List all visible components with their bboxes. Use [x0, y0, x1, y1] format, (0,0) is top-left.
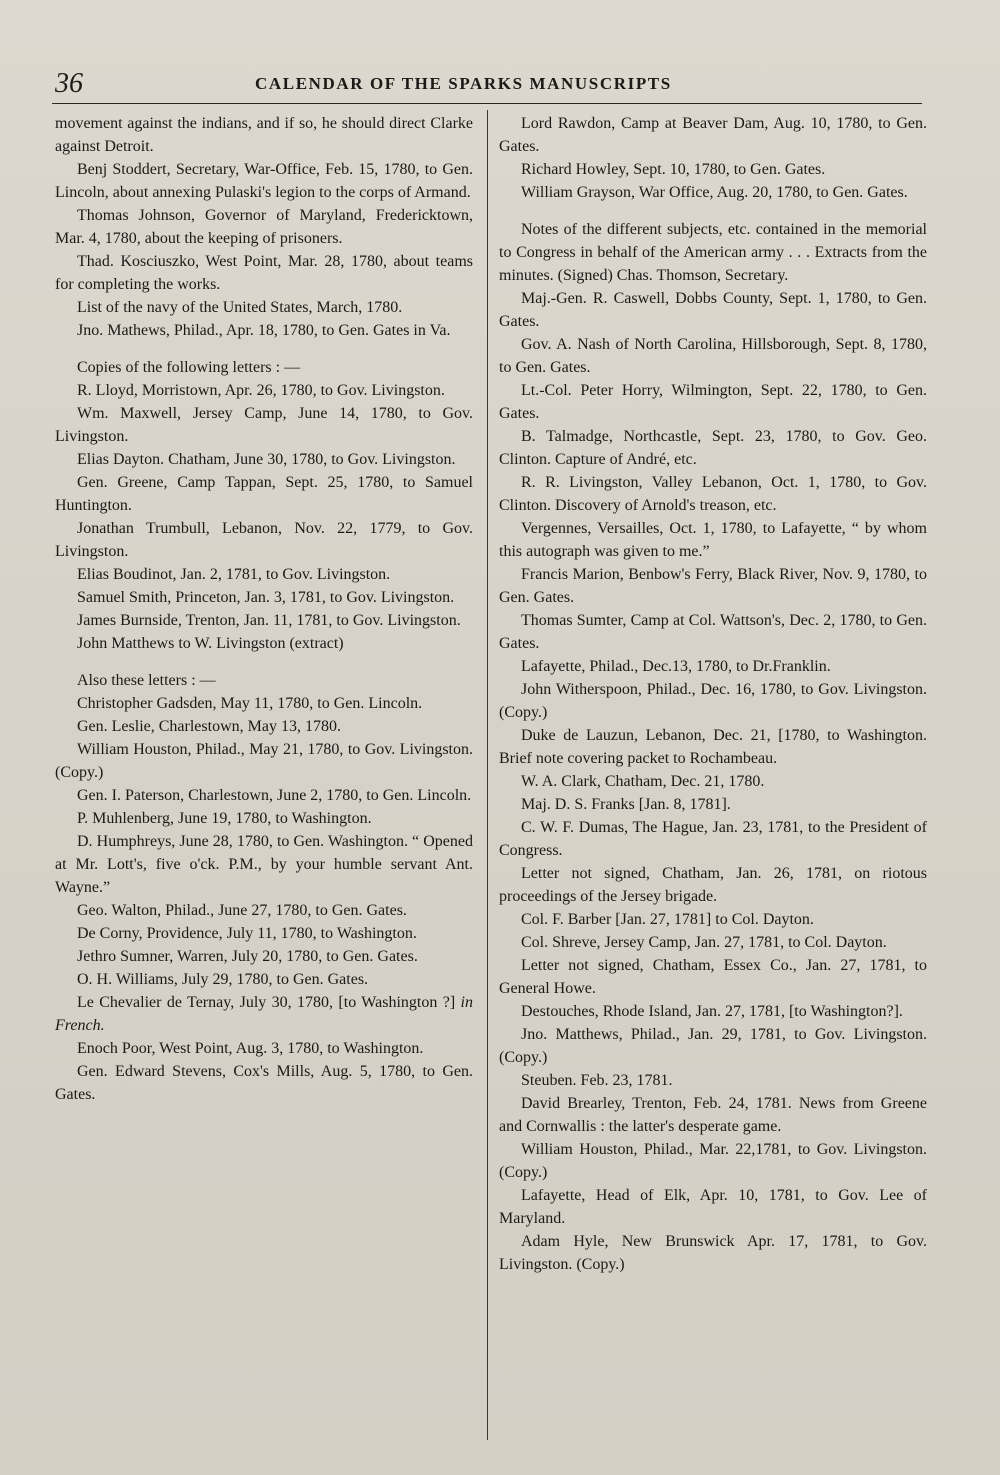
entry-text: Adam Hyle, New Brunswick Apr. 17, 1781, to Gov. Livingston. (Copy.)	[499, 1233, 927, 1273]
calendar-entry	[499, 931, 927, 954]
calendar-entry	[499, 908, 927, 931]
calendar-entry	[55, 586, 473, 609]
calendar-entry	[55, 692, 473, 715]
entry-text: Jno. Matthews, Philad., Jan. 29, 1781, to Gov. Livingston. (Copy.)	[499, 1026, 927, 1066]
entry-text: R. R. Livingston, Valley Lebanon, Oct. 1, 1780, to Gov. Clinton. Discovery of Arnold's treason, etc.	[499, 474, 927, 514]
calendar-entry	[499, 724, 927, 770]
calendar-entry	[499, 517, 927, 563]
left-column	[55, 112, 473, 1106]
calendar-entry	[499, 862, 927, 908]
calendar-entry	[55, 669, 473, 692]
entry-text: William Houston, Philad., Mar. 22,1781, to Gov. Livingston. (Copy.)	[499, 1141, 927, 1181]
calendar-entry	[55, 158, 473, 204]
calendar-entry	[55, 807, 473, 830]
entry-text: Gen. Leslie, Charlestown, May 13, 1780.	[77, 718, 341, 735]
entry-text: R. Lloyd, Morristown, Apr. 26, 1780, to Gov. Livingston.	[77, 382, 445, 399]
entry-text: Steuben. Feb. 23, 1781.	[521, 1072, 673, 1089]
entry-text: John Witherspoon, Philad., Dec. 16, 1780, to Gov. Livingston. (Copy.)	[499, 681, 927, 721]
entry-text: Geo. Walton, Philad., June 27, 1780, to Gen. Gates.	[77, 902, 407, 919]
calendar-entry	[499, 655, 927, 678]
calendar-entry	[55, 379, 473, 402]
calendar-entry	[499, 678, 927, 724]
calendar-entry	[499, 158, 927, 181]
calendar-entry	[499, 333, 927, 379]
calendar-entry	[55, 250, 473, 296]
entry-text: List of the navy of the United States, March, 1780.	[77, 299, 403, 316]
calendar-entry	[499, 954, 927, 1000]
entry-text: D. Humphreys, June 28, 1780, to Gen. Washington. “ Opened at Mr. Lott's, five o'ck. P.M., by your humble servant Ant. Wayne.”	[55, 833, 473, 896]
entry-text: Lt.-Col. Peter Horry, Wilmington, Sept. 22, 1780, to Gen. Gates.	[499, 382, 927, 422]
entry-text: Richard Howley, Sept. 10, 1780, to Gen. Gates.	[521, 161, 826, 178]
calendar-entry	[499, 1092, 927, 1138]
calendar-entry	[499, 1023, 927, 1069]
calendar-entry	[55, 738, 473, 784]
calendar-entry	[499, 379, 927, 425]
calendar-entry	[499, 609, 927, 655]
entry-text: Elias Boudinot, Jan. 2, 1781, to Gov. Livingston.	[77, 566, 391, 583]
calendar-entry	[55, 296, 473, 319]
entry-text: Maj. D. S. Franks [Jan. 8, 1781].	[521, 796, 731, 813]
entry-text: William Houston, Philad., May 21, 1780, to Gov. Livingston. (Copy.)	[55, 741, 473, 781]
entry-text: Gen. Greene, Camp Tappan, Sept. 25, 1780, to Samuel Huntington.	[55, 474, 473, 514]
entry-text: C. W. F. Dumas, The Hague, Jan. 23, 1781, to the President of Congress.	[499, 819, 927, 859]
entry-text: Enoch Poor, West Point, Aug. 3, 1780, to Washington.	[77, 1040, 424, 1057]
entry-text: Copies of the following letters : —	[77, 359, 301, 376]
entry-text: Elias Dayton. Chatham, June 30, 1780, to Gov. Livingston.	[77, 451, 456, 468]
entry-text: John Matthews to W. Livingston (extract)	[77, 635, 344, 652]
entry-text: B. Talmadge, Northcastle, Sept. 23, 1780, to Gov. Geo. Clinton. Capture of André, etc.	[499, 428, 927, 468]
entry-text: Letter not signed, Chatham, Essex Co., Jan. 27, 1781, to General Howe.	[499, 957, 927, 997]
calendar-entry	[499, 816, 927, 862]
entry-text: Destouches, Rhode Island, Jan. 27, 1781, [to Washington?].	[521, 1003, 903, 1020]
right-column	[499, 112, 927, 1276]
header-rule	[52, 103, 922, 104]
calendar-entry	[499, 1230, 927, 1276]
entry-text: Vergennes, Versailles, Oct. 1, 1780, to Lafayette, “ by whom this autograph was given to me.”	[499, 520, 927, 560]
entry-text: De Corny, Providence, July 11, 1780, to Washington.	[77, 925, 417, 942]
calendar-entry	[55, 356, 473, 379]
entry-text: O. H. Williams, July 29, 1780, to Gen. Gates.	[77, 971, 369, 988]
entry-text: W. A. Clark, Chatham, Dec. 21, 1780.	[521, 773, 765, 790]
calendar-entry	[55, 968, 473, 991]
calendar-entry	[499, 1000, 927, 1023]
calendar-entry	[55, 402, 473, 448]
calendar-entry	[55, 784, 473, 807]
entry-text: Jonathan Trumbull, Lebanon, Nov. 22, 1779, to Gov. Livingston.	[55, 520, 473, 560]
entry-text: Christopher Gadsden, May 11, 1780, to Gen. Lincoln.	[77, 695, 423, 712]
calendar-entry	[55, 319, 473, 342]
entry-text: Samuel Smith, Princeton, Jan. 3, 1781, to Gov. Livingston.	[77, 589, 455, 606]
entry-text: Gen. Edward Stevens, Cox's Mills, Aug. 5, 1780, to Gen. Gates.	[55, 1063, 473, 1103]
entry-italic-note: in French.	[55, 994, 474, 1034]
calendar-entry	[55, 112, 473, 158]
calendar-entry	[499, 425, 927, 471]
calendar-entry	[499, 563, 927, 609]
entry-text: Francis Marion, Benbow's Ferry, Black River, Nov. 9, 1780, to Gen. Gates.	[499, 566, 927, 606]
calendar-entry	[499, 1069, 927, 1092]
calendar-entry	[499, 1184, 927, 1230]
entry-text: Col. F. Barber [Jan. 27, 1781] to Col. Dayton.	[521, 911, 814, 928]
calendar-entry	[55, 715, 473, 738]
calendar-entry	[55, 632, 473, 655]
calendar-entry	[55, 517, 473, 563]
calendar-entry	[499, 471, 927, 517]
entry-text: Duke de Lauzun, Lebanon, Dec. 21, [1780, to Washington. Brief note covering packet to Rochambeau.	[499, 727, 927, 767]
calendar-entry	[55, 1037, 473, 1060]
calendar-entry	[499, 793, 927, 816]
entry-text: Wm. Maxwell, Jersey Camp, June 14, 1780, to Gov. Livingston.	[55, 405, 473, 445]
calendar-entry	[499, 181, 927, 204]
entry-text: Gen. I. Paterson, Charlestown, June 2, 1780, to Gen. Lincoln.	[77, 787, 472, 804]
running-head: CALENDAR OF THE SPARKS MANUSCRIPTS	[255, 74, 672, 93]
entry-text: Col. Shreve, Jersey Camp, Jan. 27, 1781, to Col. Dayton.	[521, 934, 887, 951]
entry-text: Thomas Sumter, Camp at Col. Wattson's, Dec. 2, 1780, to Gen. Gates.	[499, 612, 927, 652]
page-number: 36	[55, 68, 83, 99]
entry-text: Lafayette, Head of Elk, Apr. 10, 1781, to Gov. Lee of Maryland.	[499, 1187, 927, 1227]
entry-text: Notes of the different subjects, etc. contained in the memorial to Congress in behalf of the American army . . . Extracts from the minutes. (Signed) Chas. Thomson, Secretary.	[499, 221, 927, 284]
entry-text: Le Chevalier de Ternay, July 30, 1780, [to Washington ?]	[77, 994, 456, 1011]
entry-text: Jno. Mathews, Philad., Apr. 18, 1780, to Gen. Gates in Va.	[77, 322, 451, 339]
calendar-entry	[499, 770, 927, 793]
calendar-entry	[499, 112, 927, 158]
calendar-entry	[499, 287, 927, 333]
entry-text: Gov. A. Nash of North Carolina, Hillsborough, Sept. 8, 1780, to Gen. Gates.	[499, 336, 927, 376]
calendar-entry	[55, 563, 473, 586]
page-header	[55, 68, 925, 102]
entry-text: Thomas Johnson, Governor of Maryland, Fredericktown, Mar. 4, 1780, about the keeping of prisoners.	[55, 207, 473, 247]
calendar-entry	[55, 448, 473, 471]
column-divider	[487, 110, 488, 1440]
entry-text: movement against the indians, and if so, he should direct Clarke against Detroit.	[55, 115, 473, 155]
calendar-entry	[55, 204, 473, 250]
entry-text: Benj Stoddert, Secretary, War-Office, Feb. 15, 1780, to Gen. Lincoln, about annexing Pulaski's legion to the corps of Armand.	[55, 161, 473, 201]
entry-text: William Grayson, War Office, Aug. 20, 1780, to Gen. Gates.	[521, 184, 908, 201]
entry-text: P. Muhlenberg, June 19, 1780, to Washington.	[77, 810, 372, 827]
entry-text: Thad. Kosciuszko, West Point, Mar. 28, 1780, about teams for completing the works.	[55, 253, 473, 293]
calendar-entry	[55, 1060, 473, 1106]
entry-text: Maj.-Gen. R. Caswell, Dobbs County, Sept. 1, 1780, to Gen. Gates.	[499, 290, 927, 330]
calendar-entry	[55, 609, 473, 632]
calendar-entry	[55, 471, 473, 517]
calendar-entry	[55, 991, 473, 1037]
calendar-entry	[499, 1138, 927, 1184]
entry-text: Letter not signed, Chatham, Jan. 26, 1781, on riotous proceedings of the Jersey brigade.	[499, 865, 927, 905]
entry-text: Lord Rawdon, Camp at Beaver Dam, Aug. 10, 1780, to Gen. Gates.	[499, 115, 927, 155]
entry-text: David Brearley, Trenton, Feb. 24, 1781. News from Greene and Cornwallis : the latter's desperate game.	[499, 1095, 927, 1135]
entry-text: Lafayette, Philad., Dec.13, 1780, to Dr.Franklin.	[521, 658, 831, 675]
entry-text: Jethro Sumner, Warren, July 20, 1780, to Gen. Gates.	[77, 948, 418, 965]
calendar-entry	[55, 899, 473, 922]
calendar-entry	[499, 218, 927, 287]
entry-text: Also these letters : —	[77, 672, 216, 689]
entry-text: James Burnside, Trenton, Jan. 11, 1781, to Gov. Livingston.	[77, 612, 461, 629]
calendar-entry	[55, 945, 473, 968]
calendar-entry	[55, 922, 473, 945]
calendar-entry	[55, 830, 473, 899]
